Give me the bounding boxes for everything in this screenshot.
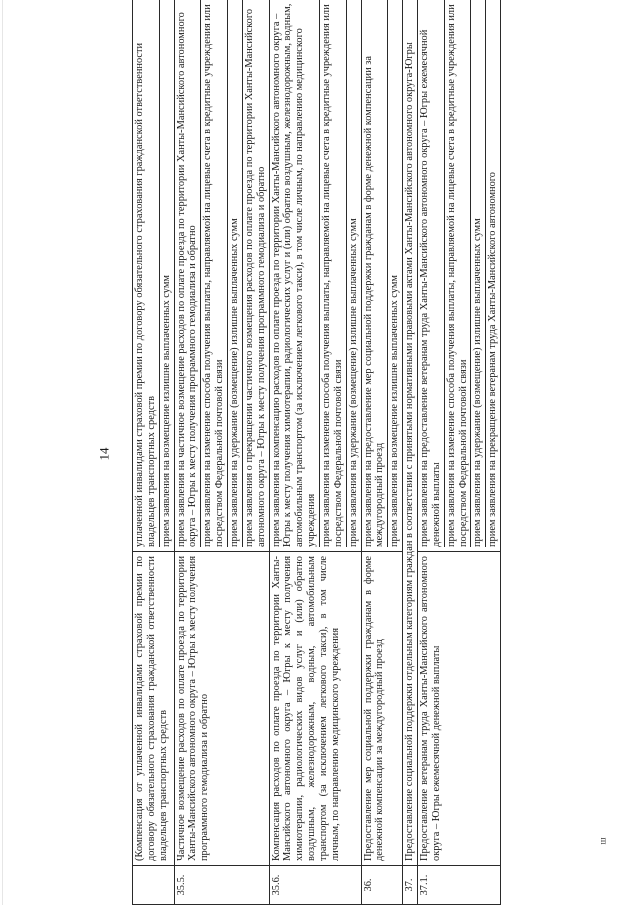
footer-mark: ш: [597, 837, 608, 845]
rotated-table-container: [132, 0, 604, 905]
service-name: [403, 0, 418, 866]
service-name-text: Компенсация расходов по оплате проезда по территории Ханты-Мансийского автономного округа – Югры к месту получения химиотерапии, радиологических видов услуг и (или) обратно воздушным, железнодорожным, водным, автомобильным транспортом (за исключением легкового такси), в том числе личным, по направлению медицинского учреждения: [270, 556, 341, 861]
row-number: 37.1.: [418, 866, 501, 905]
actions-cell: [174, 0, 269, 552]
row-number: 37.: [403, 866, 418, 905]
services-table: [132, 0, 501, 905]
actions-cell: [418, 0, 501, 552]
action-item: прием заявления на частичное возмещение расходов по оплате проезда по территории Ханты-Мансийского автономного округа – Югры к месту получения программного гемодиализа и обратно: [175, 0, 202, 547]
service-name: [174, 552, 269, 866]
row-number: 35.6.: [269, 866, 361, 905]
service-name-text: гражданской ответственности владельцев транспортных средств: [145, 556, 169, 861]
service-name-prefix: (Компенсация от уплаченной инвалидами страховой премии по договору обязательного страхования: [134, 556, 157, 861]
action-item: прием заявления на компенсацию расходов по оплате проезда по территории Ханты-Мансийского автономного округа – Югры к месту получения химиотерапии, радиологических услуг и (или) обратно воздушным, железнодорожным, водным, автомобильным транспортом (за исключением легкового такси), в том числе личным, по направлению медицинского учреждения: [270, 0, 320, 547]
service-name: [361, 552, 403, 866]
actions-cell: [361, 0, 403, 552]
row-number: 35.5.: [174, 866, 269, 905]
table-row: [269, 0, 361, 905]
service-name-text: Предоставление ветеранам труда Ханты-Мансийского автономного округа – Югры ежемесячной денежной выплаты: [419, 556, 442, 861]
action-item: прием заявления на возмещение излишне выплаченных сумм: [160, 275, 172, 547]
table-row: [361, 0, 403, 905]
action-item: прием заявления на предоставление ветеранам труда Ханты-Мансийского автономного округа – Югры ежемесячной денежной выплаты: [418, 0, 445, 547]
action-item: прием заявления на удержание (возмещение) излишне выплаченных сумм: [471, 0, 486, 547]
actions-cell: [133, 0, 175, 552]
action-item: прием заявления о прекращении частичного возмещения расходов по оплате проезда по территории Ханты-Мансийского автономного округа – Югры к месту получения программного гемодиализа и обратно: [243, 8, 267, 547]
table-row: [133, 0, 175, 905]
page-number: 14: [96, 447, 112, 461]
action-item: прием заявления на предоставление мер социальной поддержки гражданам в форме денежной компенсации за междугородный проезд: [362, 0, 389, 547]
row-number: 36.: [361, 866, 403, 905]
service-name: [133, 552, 175, 866]
service-name-text: Предоставление социальной поддержки отдельным категориям граждан в соответствии с принятыми нормативными правовыми актами Ханты-Мансийского автономного округа-Югры: [404, 42, 416, 861]
table-row: [174, 0, 269, 905]
action-item: прием заявления на удержание (возмещение) излишне выплаченных сумм: [228, 0, 243, 547]
action-item: прием заявления на возмещение излишне выплаченных сумм: [389, 275, 401, 547]
table-row: [418, 0, 501, 905]
service-name-text: Предоставление мер социальной поддержки гражданам в форме денежной компенсации за междугородный проезд: [362, 556, 386, 861]
service-name-text: Частичное возмещение расходов по оплате проезда по территории Ханты-Мансийского автономного округа – Югры к месту получения программного гемодиализа и обратно: [175, 556, 211, 861]
action-item: прием заявления на изменение способа получения выплаты, направляемой на лицевые счета в кредитные учреждения или посредством Федеральной почтовой связи: [320, 0, 347, 547]
service-name: [418, 552, 501, 866]
service-name: [269, 552, 361, 866]
row-number: [133, 866, 175, 905]
table-row: [403, 0, 418, 905]
action-item: прием заявления на изменение способа получения выплаты, направляемой на лицевые счета в кредитные учреждения или посредством Федеральной почтовой связи: [201, 0, 228, 547]
action-item: прием заявления на изменение способа получения выплаты, направляемой на лицевые счета в кредитные учреждения или посредством Федеральной почтовой связи: [445, 0, 472, 547]
action-item: прием заявления на удержание (возмещение) излишне выплаченных сумм: [347, 218, 359, 547]
scan-edge: [2, 0, 3, 905]
action-item: уплаченной инвалидами страховой премии по договору обязательного страхования гражданской ответственности владельцев транспортных средств: [133, 0, 160, 547]
action-item: прием заявления на прекращение ветеранам труда Ханты-Мансийского автономного: [487, 172, 499, 547]
actions-cell: [269, 0, 361, 552]
